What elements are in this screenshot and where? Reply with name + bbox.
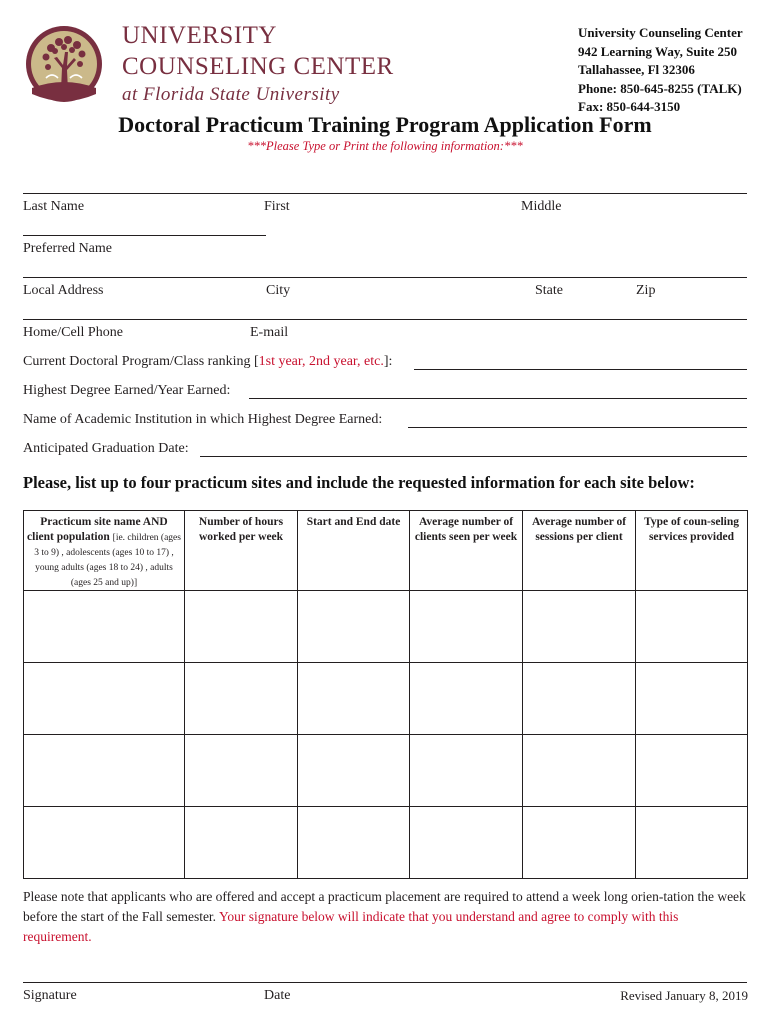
name-line[interactable] xyxy=(23,193,747,194)
table-cell[interactable] xyxy=(298,663,410,735)
col-site-population-main: Practicum site name AND client population xyxy=(27,516,168,543)
col-sessions-label: Average number of sessions per client xyxy=(531,516,627,543)
table-cell[interactable] xyxy=(185,591,298,663)
col-dates xyxy=(298,511,410,591)
orientation-note-agreement: Your signature below will indicate that you understand and agree to comply with this requirement. xyxy=(23,909,679,944)
table-cell[interactable] xyxy=(24,735,185,807)
revised-date: Revised January 8, 2019 xyxy=(620,988,748,1003)
date-label: Date xyxy=(264,988,291,1003)
table-row xyxy=(24,663,748,735)
city-label: City xyxy=(266,283,291,298)
program-ranking-example: 1st year, 2nd year, etc. xyxy=(258,354,384,369)
institution-field[interactable] xyxy=(408,427,747,428)
col-hours xyxy=(185,511,298,591)
table-cell[interactable] xyxy=(410,663,523,735)
col-sessions xyxy=(523,511,636,591)
table-cell[interactable] xyxy=(523,807,636,879)
contact-fax: Fax: 850-644-3150 xyxy=(578,99,681,114)
col-dates-label: Start and End date xyxy=(306,516,401,528)
contact-phone: Phone: 850-645-8255 (TALK) xyxy=(578,80,742,96)
program-ranking-close: ]: xyxy=(383,354,393,369)
middle-name-label: Middle xyxy=(521,199,562,214)
email-label: E-mail xyxy=(250,325,289,340)
practicum-sites-table xyxy=(23,510,748,879)
local-address-label: Local Address xyxy=(23,283,104,298)
institution-label: Name of Academic Institution in which Highest Degree Earned: xyxy=(23,412,383,427)
table-cell[interactable] xyxy=(298,735,410,807)
table-row xyxy=(24,807,748,879)
col-clients xyxy=(410,511,523,591)
orientation-note-text: Please note that applicants who are offered and accept a practicum placement are required to attend a week long orien-tation the week before the start of the Fall semester. xyxy=(23,889,746,924)
state-label: State xyxy=(535,283,563,298)
ucc-logo xyxy=(24,22,104,106)
highest-degree-field[interactable] xyxy=(249,398,747,399)
table-cell[interactable] xyxy=(24,807,185,879)
form-title: Doctoral Practicum Training Program Application Form xyxy=(118,112,652,137)
table-cell[interactable] xyxy=(636,735,748,807)
table-row xyxy=(24,591,748,663)
table-cell[interactable] xyxy=(298,591,410,663)
last-name-label: Last Name xyxy=(23,199,85,214)
first-name-label: First xyxy=(264,199,290,214)
form-instruction: ***Please Type or Print the following information:*** xyxy=(247,139,523,153)
col-services xyxy=(636,511,748,591)
program-ranking-text: Current Doctoral Program/Class ranking [ xyxy=(23,354,259,369)
zip-label: Zip xyxy=(636,283,656,298)
orientation-note xyxy=(23,887,747,947)
table-cell[interactable] xyxy=(24,591,185,663)
table-cell[interactable] xyxy=(523,591,636,663)
col-site-population-detail: [ie. children (ages 3 to 9) , adolescents (ages 10 to 17) , young adults (ages 18 to 24) , adults (ages 25 and up)] xyxy=(34,533,181,588)
col-services-label: Type of coun-seling services provided xyxy=(644,516,739,543)
table-cell[interactable] xyxy=(523,663,636,735)
table-cell[interactable] xyxy=(410,735,523,807)
table-cell[interactable] xyxy=(185,663,298,735)
sites-heading: Please, list up to four practicum sites and include the requested information for each site below: xyxy=(23,473,695,492)
preferred-name-label: Preferred Name xyxy=(23,241,113,256)
table-cell[interactable] xyxy=(24,663,185,735)
table-cell[interactable] xyxy=(523,735,636,807)
contact-name: University Counseling Center xyxy=(578,25,743,40)
org-name-line1: UNIVERSITY xyxy=(122,22,277,49)
address-line[interactable] xyxy=(23,277,747,278)
col-hours-label: Number of hours worked per week xyxy=(198,516,284,543)
contact-block xyxy=(578,24,743,117)
program-ranking-label xyxy=(23,354,392,370)
program-ranking-field[interactable] xyxy=(414,369,747,370)
table-cell[interactable] xyxy=(636,591,748,663)
highest-degree-label: Highest Degree Earned/Year Earned: xyxy=(23,383,231,398)
table-row xyxy=(24,735,748,807)
contact-city: Tallahassee, Fl 32306 xyxy=(578,62,695,77)
preferred-name-line[interactable] xyxy=(23,235,266,236)
table-cell[interactable] xyxy=(636,807,748,879)
org-name-line2: COUNSELING CENTER xyxy=(122,53,394,80)
table-cell[interactable] xyxy=(185,735,298,807)
org-name-line3: at Florida State University xyxy=(122,84,340,105)
graduation-field[interactable] xyxy=(200,456,747,457)
signature-line[interactable] xyxy=(23,982,747,983)
col-clients-label: Average number of clients seen per week xyxy=(414,516,518,543)
table-cell[interactable] xyxy=(410,591,523,663)
table-header-row xyxy=(24,511,748,591)
table-cell[interactable] xyxy=(185,807,298,879)
phone-line[interactable] xyxy=(23,319,747,320)
graduation-label: Anticipated Graduation Date: xyxy=(23,441,189,456)
contact-street: 942 Learning Way, Suite 250 xyxy=(578,43,738,59)
table-cell[interactable] xyxy=(298,807,410,879)
phone-label: Home/Cell Phone xyxy=(23,325,123,340)
col-site-population xyxy=(24,511,185,591)
table-cell[interactable] xyxy=(410,807,523,879)
table-cell[interactable] xyxy=(636,663,748,735)
signature-label: Signature xyxy=(23,988,77,1003)
